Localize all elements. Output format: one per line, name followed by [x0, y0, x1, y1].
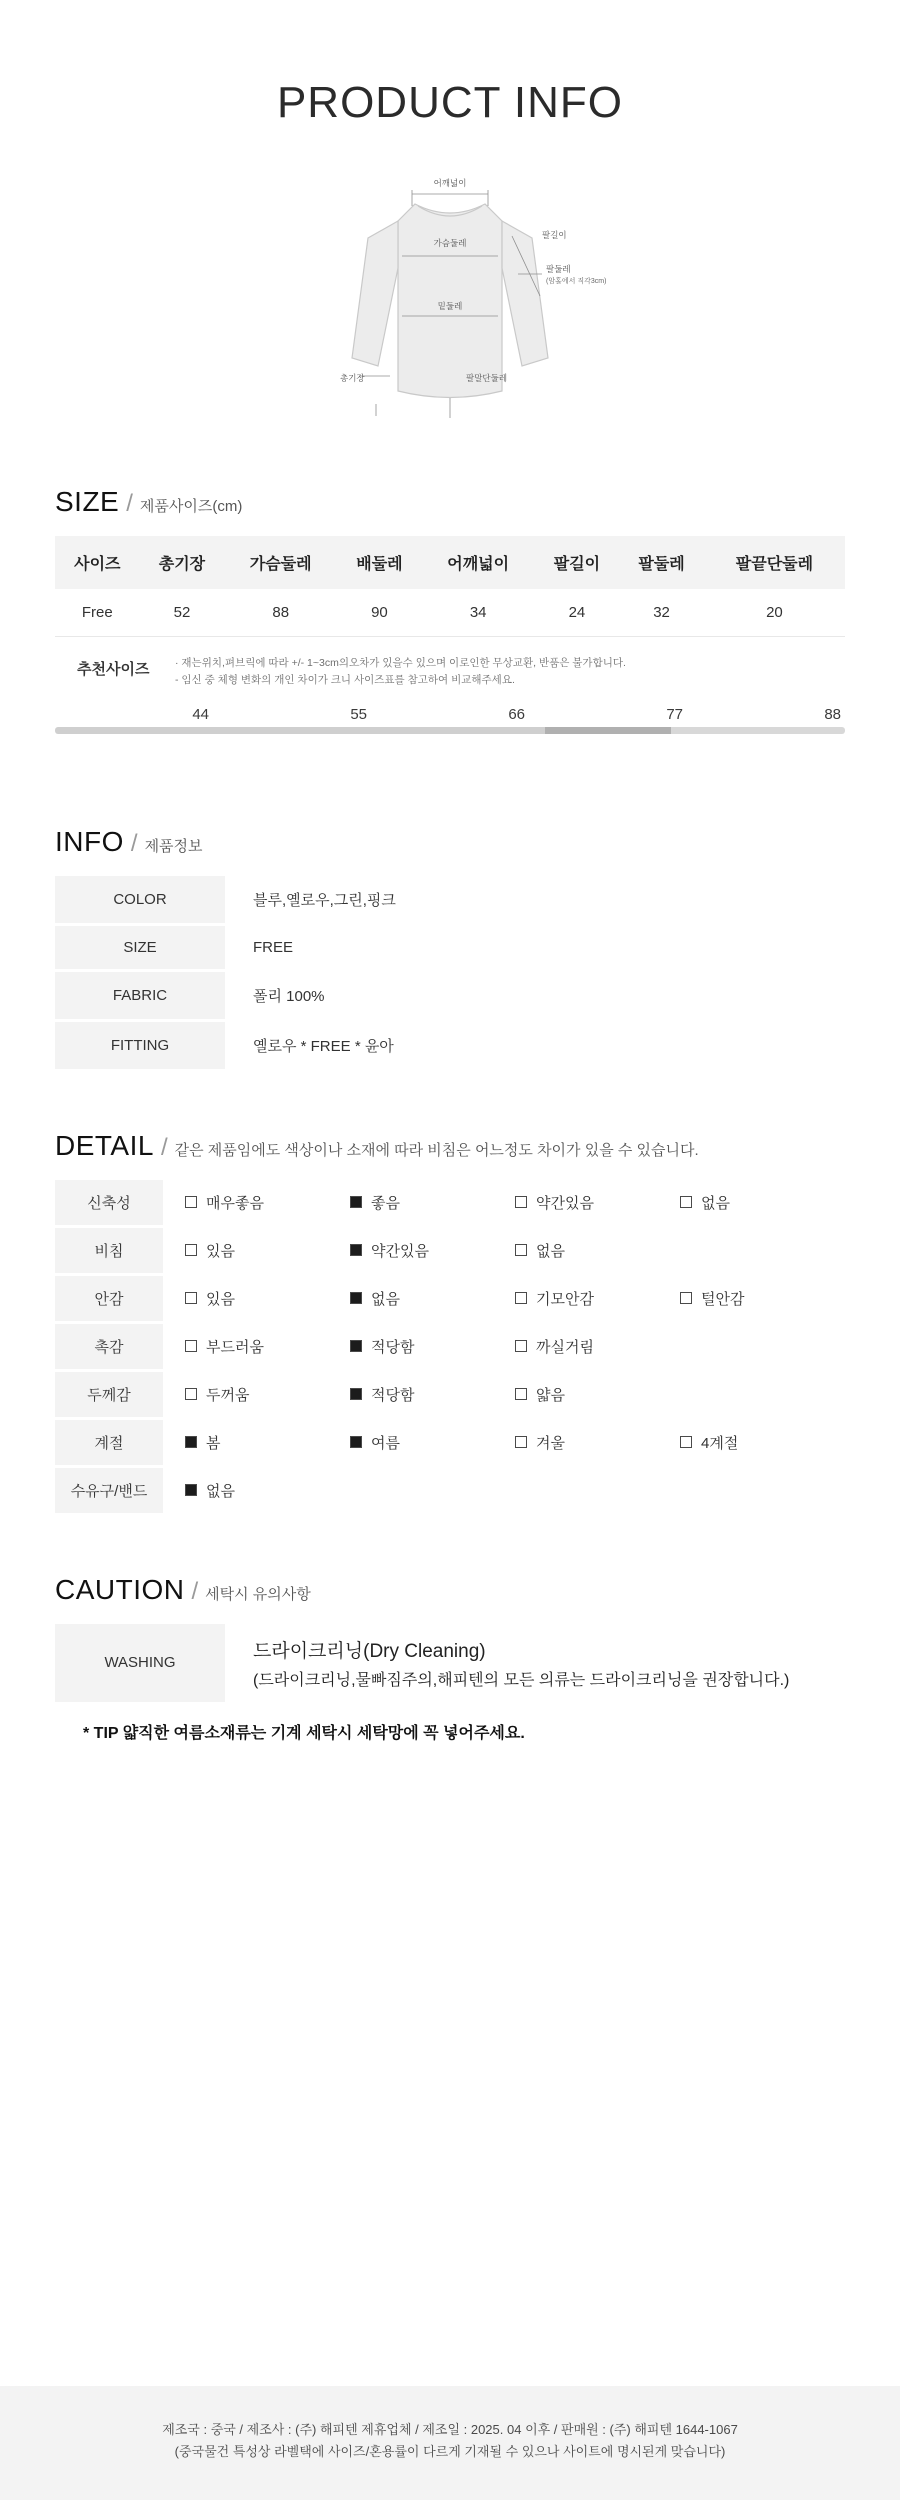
detail-key: 신축성: [55, 1180, 163, 1227]
size-heading-slash: /: [126, 490, 133, 517]
detail-options-cell: [163, 1466, 845, 1514]
info-value: 폴리 100%: [225, 970, 845, 1020]
table-row: [55, 589, 845, 637]
svg-text:팔길이: 팔길이: [542, 230, 567, 240]
detail-option[interactable]: [185, 1384, 350, 1405]
size-col-header: 사이즈: [55, 536, 140, 589]
size-table-header-row: [55, 536, 845, 589]
size-col-header: 팔둘레: [619, 536, 704, 589]
detail-heading-text: DETAIL: [55, 1129, 154, 1161]
table-row: [55, 924, 845, 970]
checkbox-unchecked-icon[interactable]: [515, 1196, 527, 1208]
table-row: [55, 1418, 845, 1466]
size-col-header: 총기장: [140, 536, 225, 589]
scale-number: 44: [192, 705, 209, 723]
detail-option[interactable]: [350, 1192, 515, 1213]
size-cell: 20: [704, 589, 845, 637]
checkbox-unchecked-icon[interactable]: [185, 1388, 197, 1400]
scale-number: 66: [508, 705, 525, 723]
footer-line-2: (중국물건 특성상 라벨택에 사이즈/혼용률이 다르게 기재될 수 있으나 사이트에 명시된게 맞습니다): [174, 2444, 726, 2460]
detail-option-label: 매우좋음: [206, 1194, 264, 1212]
detail-option[interactable]: [515, 1288, 680, 1309]
checkbox-checked-icon[interactable]: [185, 1484, 197, 1496]
detail-option[interactable]: [185, 1480, 350, 1501]
recommended-size-row: [55, 637, 845, 700]
scale-number: 55: [350, 705, 367, 723]
footer: [0, 2386, 900, 2500]
detail-option[interactable]: [515, 1192, 680, 1213]
checkbox-checked-icon[interactable]: [350, 1388, 362, 1400]
size-col-header: 팔끝단둘레: [704, 536, 845, 589]
page-title: PRODUCT INFO: [276, 78, 624, 127]
garment-measurement-diagram: [55, 146, 845, 476]
checkbox-unchecked-icon[interactable]: [515, 1388, 527, 1400]
info-section-heading: [55, 826, 845, 858]
svg-text:팔둘레: 팔둘레: [546, 264, 571, 274]
info-key: COLOR: [55, 876, 225, 925]
checkbox-unchecked-icon[interactable]: [185, 1292, 197, 1304]
info-heading-text: INFO: [55, 825, 124, 857]
size-cell: 24: [535, 589, 620, 637]
footer-line-1: 제조국 : 중국 / 제조사 : (주) 해피텐 제휴업체 / 제조일 : 2025. 04 이후 / 판매원 : (주) 해피텐 1644-1067: [162, 2421, 738, 2437]
detail-option[interactable]: [185, 1192, 350, 1213]
checkbox-unchecked-icon[interactable]: [185, 1340, 197, 1352]
caution-section-heading: [55, 1574, 845, 1606]
caution-heading-sub: 세탁시 유의사항: [205, 1585, 311, 1603]
detail-options-cell: [163, 1180, 845, 1227]
checkbox-checked-icon[interactable]: [350, 1244, 362, 1256]
detail-key: 수유구/밴드: [55, 1466, 163, 1514]
detail-option-label: 두꺼움: [206, 1386, 250, 1404]
detail-option-label: 없음: [206, 1482, 235, 1500]
table-row: [55, 1274, 845, 1322]
info-value: FREE: [225, 924, 845, 970]
detail-option-label: 있음: [206, 1242, 235, 1260]
detail-key: 안감: [55, 1274, 163, 1322]
detail-option-label: 없음: [536, 1242, 565, 1260]
table-row: [55, 1370, 845, 1418]
detail-option[interactable]: [515, 1432, 680, 1453]
detail-option[interactable]: [350, 1240, 515, 1261]
detail-option[interactable]: [185, 1288, 350, 1309]
recommended-size-label: 추천사이즈: [77, 661, 150, 678]
table-row: [55, 876, 845, 925]
checkbox-checked-icon[interactable]: [350, 1196, 362, 1208]
size-heading-text: SIZE: [55, 486, 120, 517]
scale-number: 88: [824, 705, 841, 723]
checkbox-unchecked-icon[interactable]: [515, 1244, 527, 1256]
checkbox-unchecked-icon[interactable]: [680, 1196, 692, 1208]
checkbox-checked-icon[interactable]: [350, 1292, 362, 1304]
table-row: [55, 1180, 845, 1227]
washing-line-1: 드라이크리닝(Dry Cleaning): [253, 1640, 486, 1662]
info-key: SIZE: [55, 924, 225, 970]
detail-option-label: 4계절: [701, 1434, 739, 1452]
checkbox-unchecked-icon[interactable]: [185, 1244, 197, 1256]
detail-option-label: 여름: [371, 1434, 400, 1452]
detail-option-label: 약간있음: [371, 1242, 429, 1260]
detail-option[interactable]: [185, 1240, 350, 1261]
detail-option[interactable]: [350, 1336, 515, 1357]
caution-heading-slash: /: [191, 1577, 199, 1605]
detail-option[interactable]: [680, 1432, 845, 1453]
detail-options-cell: [163, 1274, 845, 1322]
size-heading-sub: 제품사이즈(cm): [139, 498, 243, 515]
detail-option-label: 있음: [206, 1290, 235, 1308]
info-heading-sub: 제품정보: [144, 837, 203, 855]
table-row: [55, 1466, 845, 1514]
detail-option[interactable]: [185, 1432, 350, 1453]
detail-option-label: 적당함: [371, 1338, 415, 1356]
size-cell: 90: [337, 589, 422, 637]
recommended-size-notes: [175, 655, 845, 690]
size-scale-numbers: [55, 706, 845, 727]
detail-option-label: 봄: [206, 1434, 221, 1452]
detail-option-label: 기모안감: [536, 1290, 594, 1308]
detail-option[interactable]: [680, 1288, 845, 1309]
info-heading-slash: /: [130, 829, 138, 857]
checkbox-unchecked-icon[interactable]: [515, 1436, 527, 1448]
svg-text:팔말단둘레: 팔말단둘레: [466, 373, 508, 383]
detail-option[interactable]: [350, 1384, 515, 1405]
detail-option-label: 없음: [701, 1194, 730, 1212]
table-row: [55, 970, 845, 1020]
detail-options-cell: [163, 1322, 845, 1370]
detail-option-label: 약간있음: [536, 1194, 594, 1212]
size-scale-bar: [55, 727, 845, 734]
checkbox-checked-icon[interactable]: [185, 1436, 197, 1448]
info-key: FABRIC: [55, 970, 225, 1020]
detail-heading-slash: /: [160, 1133, 168, 1161]
info-value: 블루,옐로우,그린,핑크: [225, 876, 845, 925]
detail-option-label: 겨울: [536, 1434, 565, 1452]
detail-options-cell: [163, 1226, 845, 1274]
detail-key: 촉감: [55, 1322, 163, 1370]
detail-section-heading: [55, 1130, 845, 1162]
size-cell: 34: [422, 589, 535, 637]
size-note-line: - 임신 중 체형 변화의 개인 차이가 크니 사이즈표를 참고하여 비교해주세요.: [175, 674, 515, 687]
info-table: [55, 876, 845, 1072]
detail-option-label: 적당함: [371, 1386, 415, 1404]
checkbox-unchecked-icon[interactable]: [680, 1292, 692, 1304]
checkbox-unchecked-icon[interactable]: [515, 1292, 527, 1304]
detail-table: [55, 1180, 845, 1516]
checkbox-unchecked-icon[interactable]: [515, 1340, 527, 1352]
size-col-header: 배둘레: [337, 536, 422, 589]
svg-text:밑둘레: 밑둘레: [437, 301, 463, 311]
detail-key: 비침: [55, 1226, 163, 1274]
svg-text:총기장: 총기장: [340, 373, 365, 383]
checkbox-checked-icon[interactable]: [350, 1340, 362, 1352]
size-col-header: 팔길이: [535, 536, 620, 589]
size-cell: Free: [55, 589, 140, 637]
size-section-heading: [55, 486, 845, 518]
detail-key: 두께감: [55, 1370, 163, 1418]
washing-value: [225, 1624, 845, 1702]
size-col-header: 가슴둘레: [224, 536, 337, 589]
detail-options-cell: [163, 1370, 845, 1418]
caution-heading-text: CAUTION: [55, 1573, 185, 1605]
svg-text:가슴둘레: 가슴둘레: [433, 238, 467, 248]
size-note-line: · 재는위치,펴브릭에 따라 +/- 1~3cm의오차가 있을수 있으며 이로인한 무상교환, 반품은 불가합니다.: [175, 657, 626, 669]
info-key: FITTING: [55, 1020, 225, 1070]
table-row: [55, 1624, 845, 1702]
checkbox-unchecked-icon[interactable]: [185, 1196, 197, 1208]
size-cell: 32: [619, 589, 704, 637]
detail-option[interactable]: [515, 1384, 680, 1405]
detail-heading-sub: 같은 제품임에도 색상이나 소재에 따라 비침은 어느정도 차이가 있을 수 있습니다.: [174, 1141, 699, 1159]
detail-option-label: 까실거림: [536, 1338, 594, 1356]
size-cell: 88: [224, 589, 337, 637]
table-row: [55, 1226, 845, 1274]
detail-option-label: 좋음: [371, 1194, 400, 1212]
svg-text:어깨넓이: 어깨넓이: [433, 178, 467, 188]
scale-number: 77: [666, 705, 683, 723]
detail-option[interactable]: [515, 1240, 680, 1261]
detail-option[interactable]: [350, 1288, 515, 1309]
checkbox-unchecked-icon[interactable]: [680, 1436, 692, 1448]
detail-option-label: 부드러움: [206, 1338, 264, 1356]
size-cell: 52: [140, 589, 225, 637]
size-col-header: 어깨넓이: [422, 536, 535, 589]
detail-option[interactable]: [515, 1336, 680, 1357]
checkbox-checked-icon[interactable]: [350, 1436, 362, 1448]
detail-key: 계절: [55, 1418, 163, 1466]
washing-key: WASHING: [55, 1624, 225, 1702]
svg-text:(암홀에서 직각3cm): (암홀에서 직각3cm): [546, 278, 607, 285]
garment-svg: [290, 176, 610, 446]
info-value: 옐로우 * FREE * 윤아: [225, 1020, 845, 1070]
detail-options-cell: [163, 1418, 845, 1466]
washing-tip: * TIP 얇직한 여름소재류는 기계 세탁시 세탁망에 꼭 넣어주세요.: [83, 1724, 525, 1742]
table-row: [55, 1020, 845, 1070]
caution-table: [55, 1624, 845, 1702]
detail-option[interactable]: [350, 1432, 515, 1453]
washing-line-2: (드라이크리닝,물빠짐주의,해피텐의 모든 의류는 드라이크리닝을 권장합니다.): [253, 1671, 790, 1689]
detail-option-label: 없음: [371, 1290, 400, 1308]
detail-option-label: 털안감: [701, 1290, 745, 1308]
size-table: [55, 536, 845, 637]
detail-option[interactable]: [680, 1192, 845, 1213]
table-row: [55, 1322, 845, 1370]
detail-option[interactable]: [185, 1336, 350, 1357]
detail-option-label: 얇음: [536, 1386, 565, 1404]
